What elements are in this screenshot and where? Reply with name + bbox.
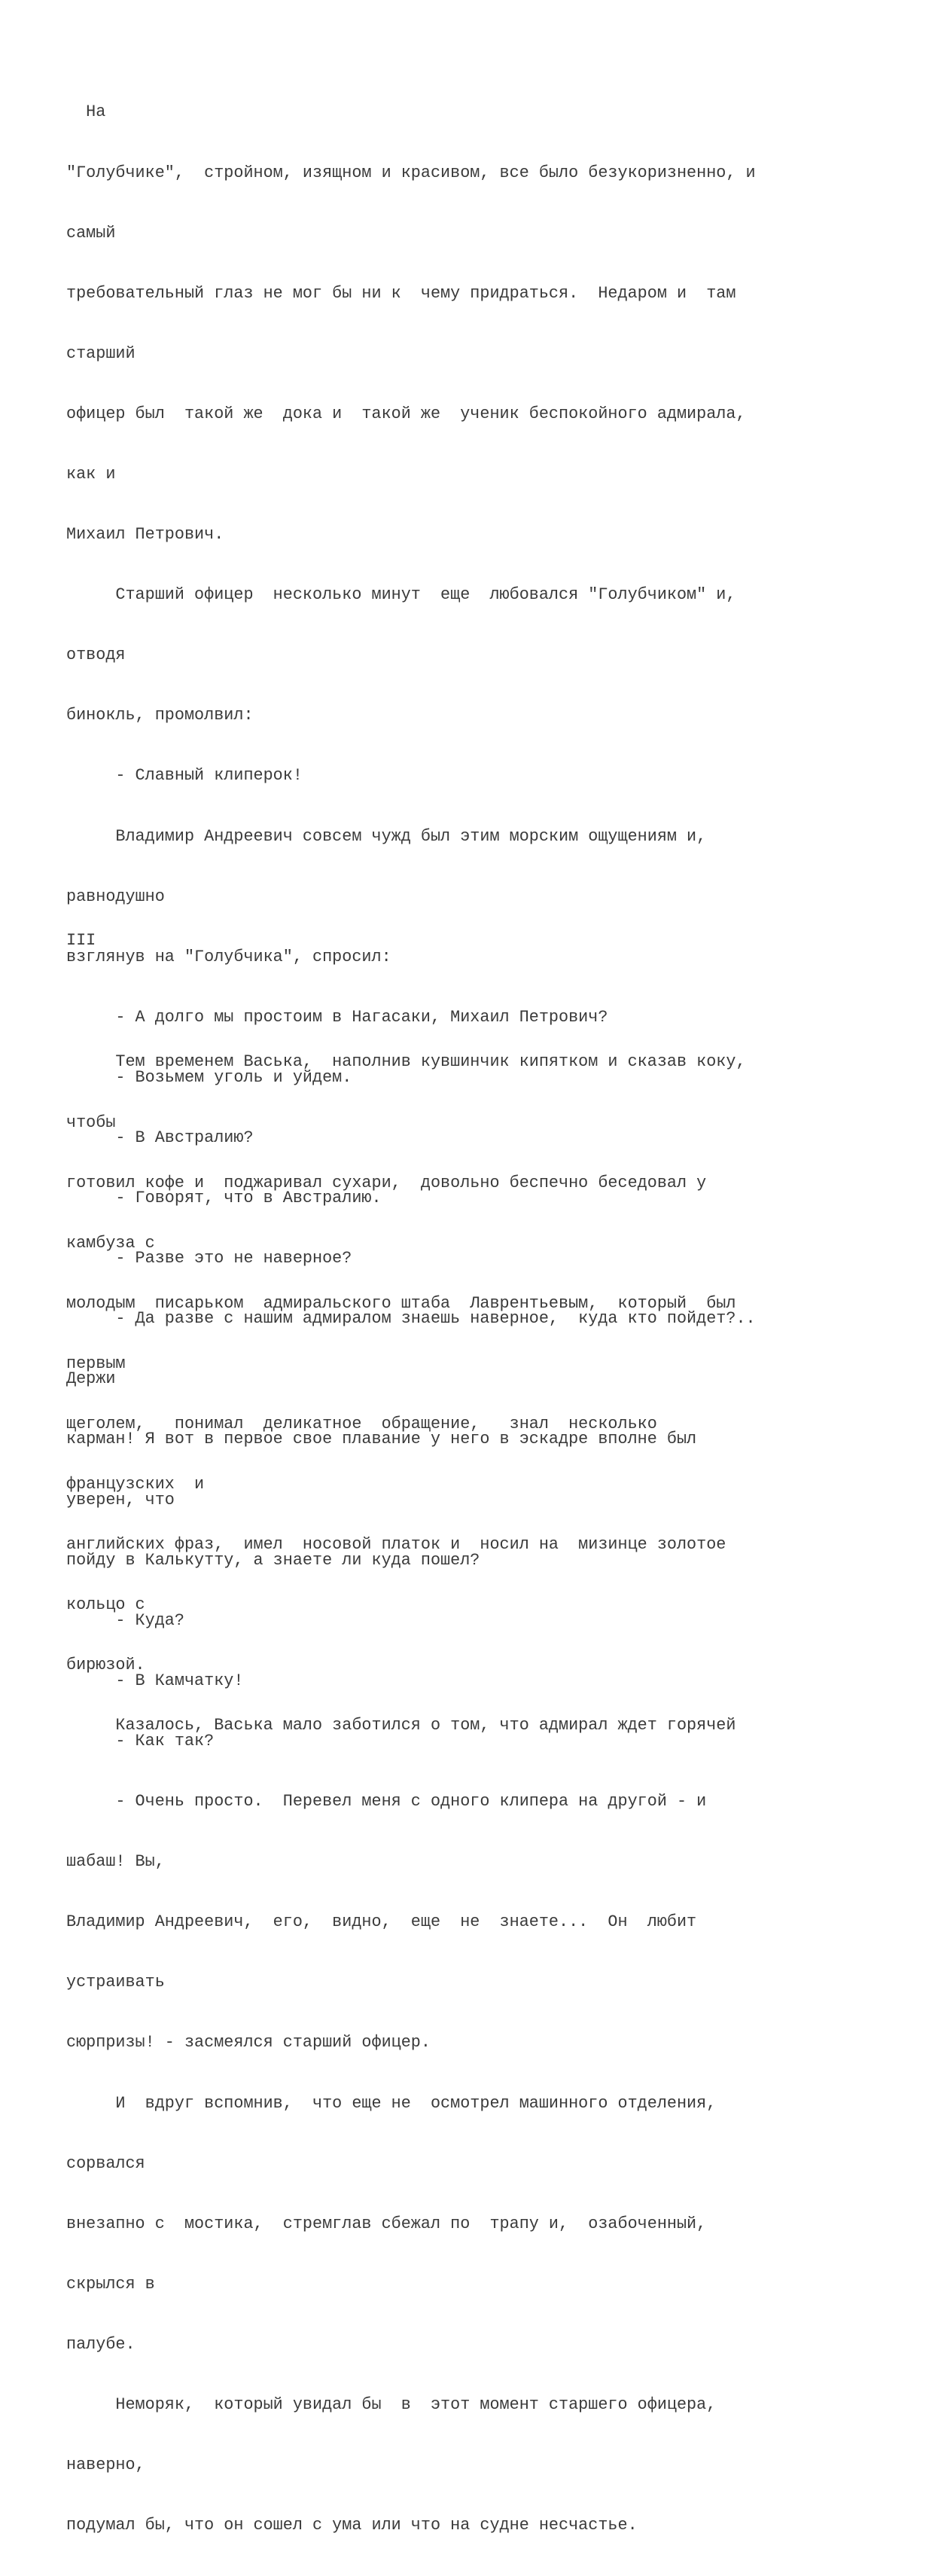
text-line: чтобы <box>66 1113 116 1132</box>
text-line: На <box>66 102 106 122</box>
text-line: - В Камчатку! <box>66 1671 244 1690</box>
text-line: старший <box>66 343 136 363</box>
text-line: - Славный клиперок! <box>66 766 303 786</box>
text-line: равнодушно <box>66 887 165 906</box>
text-line: Владимир Андреевич совсем чужд был этим морским ощущениям и, <box>66 826 707 846</box>
chapter-heading: III <box>66 931 96 950</box>
text-line: сорвался <box>66 2153 145 2173</box>
text-line: Держи <box>66 1369 116 1389</box>
text-line: кольцо с <box>66 1595 145 1615</box>
text-line: Тем временем Васька, наполнив кувшинчик кипятком и сказав коку, <box>66 1052 746 1072</box>
text-line: И вдруг вспомнив, что еще не осмотрел машинного отделения, <box>66 2093 717 2113</box>
text-line: взглянув на "Голубчика", спросил: <box>66 947 391 966</box>
text-line: - В Австралию? <box>66 1128 254 1147</box>
text-line: - А долго мы простоим в Нагасаки, Михаил Петрович? <box>66 1007 608 1027</box>
text-line: - Да разве с нашим адмиралом знаешь наверное, куда кто пойдет?.. <box>66 1309 756 1329</box>
text-line: подумал бы, что он сошел с ума или что на судне несчастье. <box>66 2516 638 2535</box>
text-line: как и <box>66 464 116 484</box>
text-line: камбуза с <box>66 1233 155 1253</box>
text-line: устраивать <box>66 1973 165 1992</box>
text-line: бирюзой. <box>66 1656 145 1675</box>
text-line: палубе. <box>66 2334 136 2354</box>
text-line: Владимир Андреевич, его, видно, еще не знаете... Он любит <box>66 1912 697 1932</box>
text-line: шабаш! Вы, <box>66 1852 165 1872</box>
text-line: Казалось, Васька мало заботился о том, что адмирал ждет горячей <box>66 1716 736 1735</box>
text-line: наверно, <box>66 2455 145 2475</box>
text-line: щеголем, понимал деликатное обращение, знал несколько <box>66 1414 657 1433</box>
text-line: внезапно с мостика, стремглав сбежал по трапу и, озабоченный, <box>66 2214 707 2233</box>
text-line: Михаил Петрович. <box>66 525 224 545</box>
text-line: сюрпризы! - засмеялся старший офицер. <box>66 2033 431 2053</box>
text-line: - Как так? <box>66 1731 215 1750</box>
text-line: - Очень просто. Перевел меня с одного клипера на другой - и <box>66 1792 707 1811</box>
text-line: Старший офицер несколько минут еще любовался "Голубчиком" и, <box>66 585 736 605</box>
text-line: - Разве это не наверное? <box>66 1249 352 1268</box>
text-line: "Голубчике", стройном, изящном и красивом, все было безукоризненно, и <box>66 163 756 182</box>
text-line: - Говорят, что в Австралию. <box>66 1189 382 1208</box>
text-line: английских фраз, имел носовой платок и носил на мизинце золотое <box>66 1535 726 1555</box>
text-line: французских и <box>66 1475 205 1494</box>
text-line: готовил кофе и поджаривал сухари, довольно беспечно беседовал у <box>66 1173 707 1192</box>
text-line: офицер был такой же дока и такой же ученик беспокойного адмирала, <box>66 404 746 423</box>
text-line: молодым писарьком адмиральского штаба Лаврентьевым, который был <box>66 1293 736 1313</box>
text-line: отводя <box>66 646 126 665</box>
text-line: скрылся в <box>66 2274 155 2294</box>
text-line: самый <box>66 223 116 243</box>
text-line: первым <box>66 1354 126 1373</box>
text-line: бинокль, промолвил: <box>66 706 254 725</box>
text-line: пойду в Калькутту, а знаете ли куда пошел? <box>66 1550 480 1570</box>
text-line: - Возьмем уголь и уйдем. <box>66 1067 352 1087</box>
text-line: - Куда? <box>66 1610 184 1630</box>
text-line: требовательный глаз не мог бы ни к чему придраться. Недаром и там <box>66 283 736 303</box>
text-line: уверен, что <box>66 1490 175 1509</box>
section-two-text <box>66 1012 924 1777</box>
text-line: Неморяк, который увидал бы в этот момент старшего офицера, <box>66 2394 717 2414</box>
text-line: карман! Я вот в первое свое плавание у него в эскадре вполне был <box>66 1430 697 1449</box>
